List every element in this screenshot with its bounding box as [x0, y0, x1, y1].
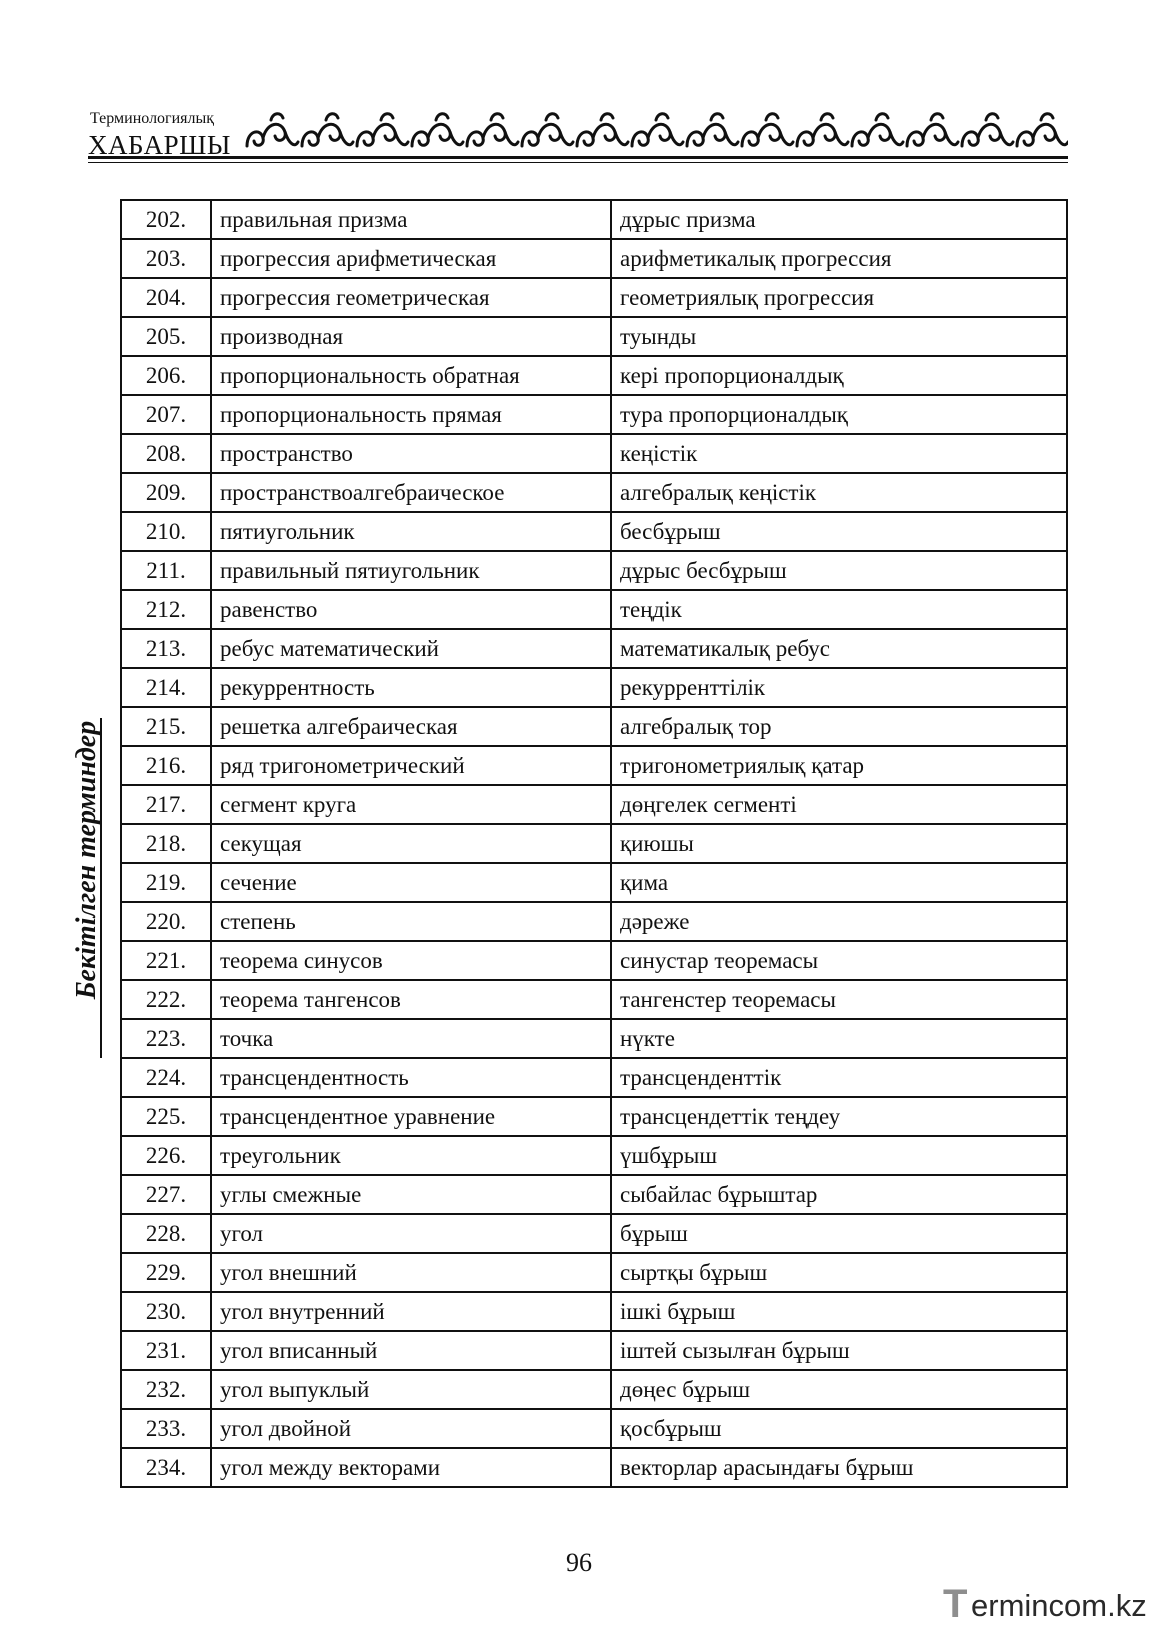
term-kazakh: дөңес бұрыш [611, 1370, 1067, 1409]
term-russian: решетка алгебраическая [211, 707, 611, 746]
table-row [121, 590, 1067, 629]
table-row [121, 1370, 1067, 1409]
watermark-text: ermincom.kz [971, 1588, 1147, 1623]
term-russian: теорема синусов [211, 941, 611, 980]
term-kazakh: алгебралық тор [611, 707, 1067, 746]
term-russian: степень [211, 902, 611, 941]
term-kazakh: іштей сызылған бұрыш [611, 1331, 1067, 1370]
table-row [121, 1448, 1067, 1487]
term-russian: прогрессия арифметическая [211, 239, 611, 278]
table-row [121, 434, 1067, 473]
term-kazakh: тангенстер теоремасы [611, 980, 1067, 1019]
term-number: 228. [121, 1214, 211, 1253]
term-number: 222. [121, 980, 211, 1019]
table-row [121, 629, 1067, 668]
term-kazakh: теңдік [611, 590, 1067, 629]
term-number: 206. [121, 356, 211, 395]
term-kazakh: тригонометриялық қатар [611, 746, 1067, 785]
ornament-motif [907, 114, 958, 146]
table-row [121, 473, 1067, 512]
term-kazakh: алгебралық кеңістік [611, 473, 1067, 512]
term-russian: пространство [211, 434, 611, 473]
term-russian: угол между векторами [211, 1448, 611, 1487]
ornament-motif [852, 114, 903, 146]
term-number: 208. [121, 434, 211, 473]
term-number: 204. [121, 278, 211, 317]
term-kazakh: арифметикалық прогрессия [611, 239, 1067, 278]
term-number: 210. [121, 512, 211, 551]
table-row [121, 278, 1067, 317]
termincom-watermark [943, 1582, 1153, 1630]
term-russian: теорема тангенсов [211, 980, 611, 1019]
ornament-motif [357, 114, 408, 146]
term-kazakh: дұрыс призма [611, 200, 1067, 239]
journal-title-small: Терминологиялық [90, 110, 215, 127]
term-kazakh: қима [611, 863, 1067, 902]
ornament-motif [577, 114, 628, 146]
table-row [121, 395, 1067, 434]
term-russian: угол внутренний [211, 1292, 611, 1331]
term-number: 229. [121, 1253, 211, 1292]
ornament-motif [687, 114, 738, 146]
term-number: 217. [121, 785, 211, 824]
term-number: 214. [121, 668, 211, 707]
term-number: 220. [121, 902, 211, 941]
table-row [121, 1097, 1067, 1136]
term-kazakh: рекурренттілік [611, 668, 1067, 707]
ornament-motif [632, 114, 683, 146]
table-row [121, 824, 1067, 863]
table-row [121, 1214, 1067, 1253]
watermark-logo-letter: T [943, 1582, 968, 1626]
section-side-label: Бекітілген терминдер [71, 720, 102, 1000]
term-kazakh: трансцендеттік теңдеу [611, 1097, 1067, 1136]
term-number: 212. [121, 590, 211, 629]
table-row [121, 980, 1067, 1019]
table-row [121, 1136, 1067, 1175]
table-row [121, 707, 1067, 746]
term-number: 233. [121, 1409, 211, 1448]
table-row [121, 1253, 1067, 1292]
journal-title: ХАБАРШЫ [88, 130, 231, 160]
term-russian: пятиугольник [211, 512, 611, 551]
table-row [121, 746, 1067, 785]
term-russian: угол внешний [211, 1253, 611, 1292]
term-number: 219. [121, 863, 211, 902]
term-russian: равенство [211, 590, 611, 629]
term-number: 224. [121, 1058, 211, 1097]
ornament-motif [302, 114, 353, 146]
ornament-motif [467, 114, 518, 146]
term-kazakh: үшбұрыш [611, 1136, 1067, 1175]
term-number: 207. [121, 395, 211, 434]
term-number: 232. [121, 1370, 211, 1409]
term-russian: угол двойной [211, 1409, 611, 1448]
journal-header [88, 108, 1068, 164]
term-number: 218. [121, 824, 211, 863]
term-kazakh: дөңгелек сегменті [611, 785, 1067, 824]
term-number: 209. [121, 473, 211, 512]
term-number: 227. [121, 1175, 211, 1214]
term-number: 226. [121, 1136, 211, 1175]
term-number: 202. [121, 200, 211, 239]
terms-table [120, 199, 1068, 1488]
term-kazakh: бесбұрыш [611, 512, 1067, 551]
term-number: 225. [121, 1097, 211, 1136]
page-number: 96 [566, 1548, 592, 1577]
term-kazakh: кеңістік [611, 434, 1067, 473]
term-number: 230. [121, 1292, 211, 1331]
ornament-motif [797, 114, 848, 146]
table-row [121, 863, 1067, 902]
table-row [121, 1292, 1067, 1331]
term-russian: трансцендентность [211, 1058, 611, 1097]
term-number: 221. [121, 941, 211, 980]
term-russian: пропорциональность обратная [211, 356, 611, 395]
term-kazakh: трансценденттік [611, 1058, 1067, 1097]
ornament-motif [247, 114, 298, 146]
term-kazakh: математикалық ребус [611, 629, 1067, 668]
term-russian: пространствоалгебраическое [211, 473, 611, 512]
term-russian: угол выпуклый [211, 1370, 611, 1409]
term-number: 223. [121, 1019, 211, 1058]
ornament-motif [742, 114, 793, 146]
term-number: 211. [121, 551, 211, 590]
term-russian: сечение [211, 863, 611, 902]
term-kazakh: дұрыс бесбұрыш [611, 551, 1067, 590]
term-russian: рекуррентность [211, 668, 611, 707]
table-row [121, 512, 1067, 551]
term-russian: ребус математический [211, 629, 611, 668]
table-row [121, 668, 1067, 707]
header-rule-thin [88, 162, 1068, 163]
term-russian: угол [211, 1214, 611, 1253]
table-row [121, 902, 1067, 941]
term-kazakh: геометриялық прогрессия [611, 278, 1067, 317]
ornament-motif [412, 114, 463, 146]
term-kazakh: қосбұрыш [611, 1409, 1067, 1448]
term-kazakh: синустар теоремасы [611, 941, 1067, 980]
table-row [121, 1409, 1067, 1448]
term-number: 215. [121, 707, 211, 746]
term-russian: правильная призма [211, 200, 611, 239]
term-kazakh: туынды [611, 317, 1067, 356]
term-russian: трансцендентное уравнение [211, 1097, 611, 1136]
term-russian: сегмент круга [211, 785, 611, 824]
ornament-motif [962, 114, 1013, 146]
term-russian: точка [211, 1019, 611, 1058]
term-number: 231. [121, 1331, 211, 1370]
term-russian: угол вписанный [211, 1331, 611, 1370]
ornament-motif [1017, 114, 1068, 146]
term-number: 216. [121, 746, 211, 785]
term-russian: треугольник [211, 1136, 611, 1175]
header-rule [88, 156, 1068, 159]
term-kazakh: қиюшы [611, 824, 1067, 863]
term-number: 234. [121, 1448, 211, 1487]
table-row [121, 551, 1067, 590]
term-kazakh: сыртқы бұрыш [611, 1253, 1067, 1292]
ornament-motif [522, 114, 573, 146]
term-russian: прогрессия геометрическая [211, 278, 611, 317]
term-kazakh: нүкте [611, 1019, 1067, 1058]
term-russian: секущая [211, 824, 611, 863]
table-row [121, 239, 1067, 278]
term-kazakh: векторлар арасындағы бұрыш [611, 1448, 1067, 1487]
table-row [121, 200, 1067, 239]
table-row [121, 1175, 1067, 1214]
ornament-border [243, 108, 1068, 154]
term-russian: ряд тригонометрический [211, 746, 611, 785]
term-russian: правильный пятиугольник [211, 551, 611, 590]
term-kazakh: сыбайлас бұрыштар [611, 1175, 1067, 1214]
table-row [121, 941, 1067, 980]
table-row [121, 1058, 1067, 1097]
term-kazakh: ішкі бұрыш [611, 1292, 1067, 1331]
term-russian: пропорциональность прямая [211, 395, 611, 434]
term-kazakh: дәреже [611, 902, 1067, 941]
term-kazakh: кері пропорционалдық [611, 356, 1067, 395]
table-row [121, 356, 1067, 395]
table-row [121, 1019, 1067, 1058]
side-label-rule [100, 718, 102, 1058]
term-russian: производная [211, 317, 611, 356]
table-row [121, 317, 1067, 356]
term-number: 205. [121, 317, 211, 356]
table-row [121, 785, 1067, 824]
term-number: 203. [121, 239, 211, 278]
term-number: 213. [121, 629, 211, 668]
term-kazakh: тура пропорционалдық [611, 395, 1067, 434]
term-kazakh: бұрыш [611, 1214, 1067, 1253]
term-russian: углы смежные [211, 1175, 611, 1214]
table-row [121, 1331, 1067, 1370]
